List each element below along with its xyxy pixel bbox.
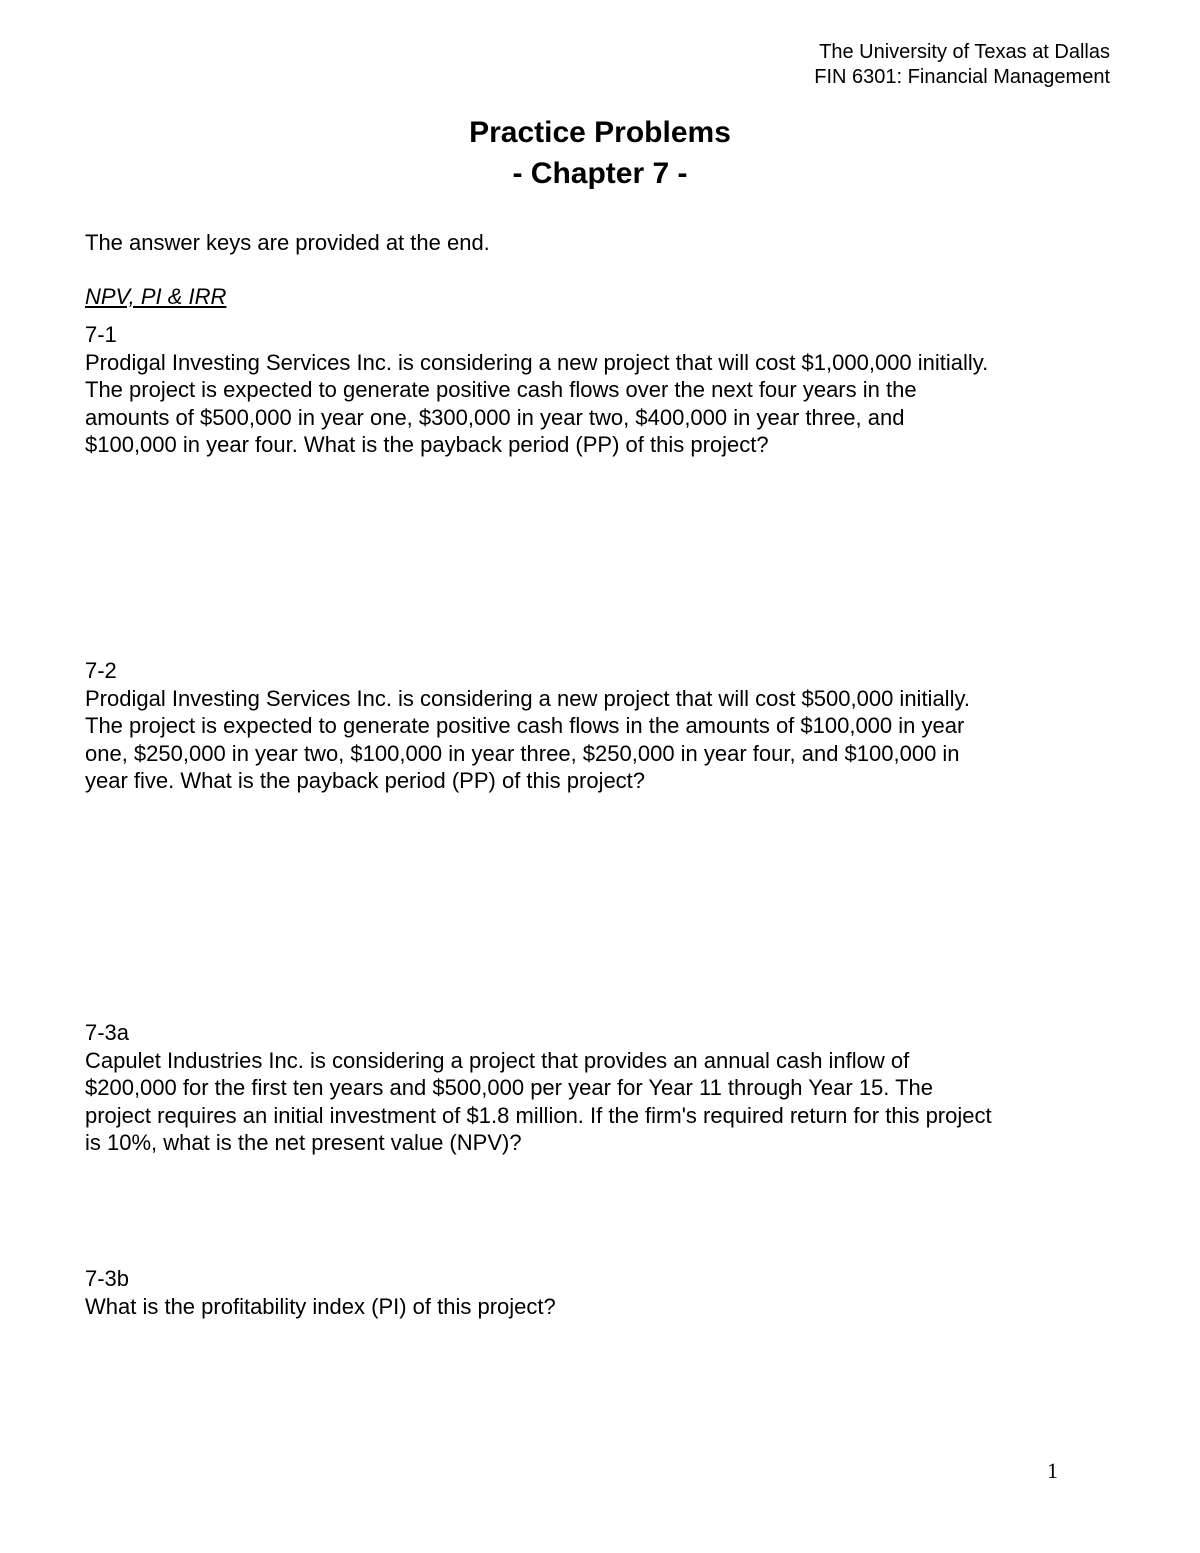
problem-label: 7-3b <box>85 1266 130 1291</box>
problem-line: $100,000 in year four. What is the payback period (PP) of this project? <box>85 432 769 457</box>
intro-text: The answer keys are provided at the end. <box>85 230 490 255</box>
problem-line: Capulet Industries Inc. is considering a project that provides an annual cash inflow of <box>85 1047 910 1073</box>
document-header <box>814 40 1110 90</box>
header-course: FIN 6301: Financial Management <box>814 66 1110 88</box>
problem-line: amounts of $500,000 in year one, $300,000 in year two, $400,000 in year three, and <box>85 404 905 430</box>
problem-7-3b <box>85 1265 1085 1320</box>
page-title: Practice Problems <box>469 116 731 149</box>
problem-line: The project is expected to generate positive cash flows over the next four years in the <box>85 377 917 402</box>
problem-line: project requires an initial investment of $1.8 million. If the firm's required return for this project <box>85 1102 992 1128</box>
problem-7-2 <box>85 657 1085 795</box>
problem-7-3a <box>85 1019 1085 1157</box>
problem-line: What is the profitability index (PI) of this project? <box>85 1293 556 1319</box>
problem-line: The project is expected to generate positive cash flows in the amounts of $100,000 in year <box>85 713 965 738</box>
problem-line: is 10%, what is the net present value (NPV)? <box>85 1130 522 1155</box>
problem-line: one, $250,000 in year two, $100,000 in year three, $250,000 in year four, and $100,000 in <box>85 740 960 766</box>
page-number: 1 <box>1047 1458 1058 1483</box>
title-block <box>0 112 1200 194</box>
problem-7-1 <box>85 321 1085 459</box>
chapter-subtitle: - Chapter 7 - <box>512 157 688 190</box>
problem-line: Prodigal Investing Services Inc. is considering a new project that will cost $500,000 initially. <box>85 685 970 711</box>
problem-line: Prodigal Investing Services Inc. is considering a new project that will cost $1,000,000 initially. <box>85 349 989 375</box>
problem-label: 7-1 <box>85 322 117 347</box>
problem-line: $200,000 for the first ten years and $500,000 per year for Year 11 through Year 15. The <box>85 1075 934 1100</box>
problem-label: 7-2 <box>85 658 117 683</box>
problem-label: 7-3a <box>85 1020 130 1045</box>
section-heading-wrap <box>85 283 1085 311</box>
header-university: The University of Texas at Dallas <box>819 41 1110 63</box>
section-heading: NPV, PI & IRR <box>85 284 227 309</box>
problem-line: year five. What is the payback period (PP) of this project? <box>85 768 646 793</box>
